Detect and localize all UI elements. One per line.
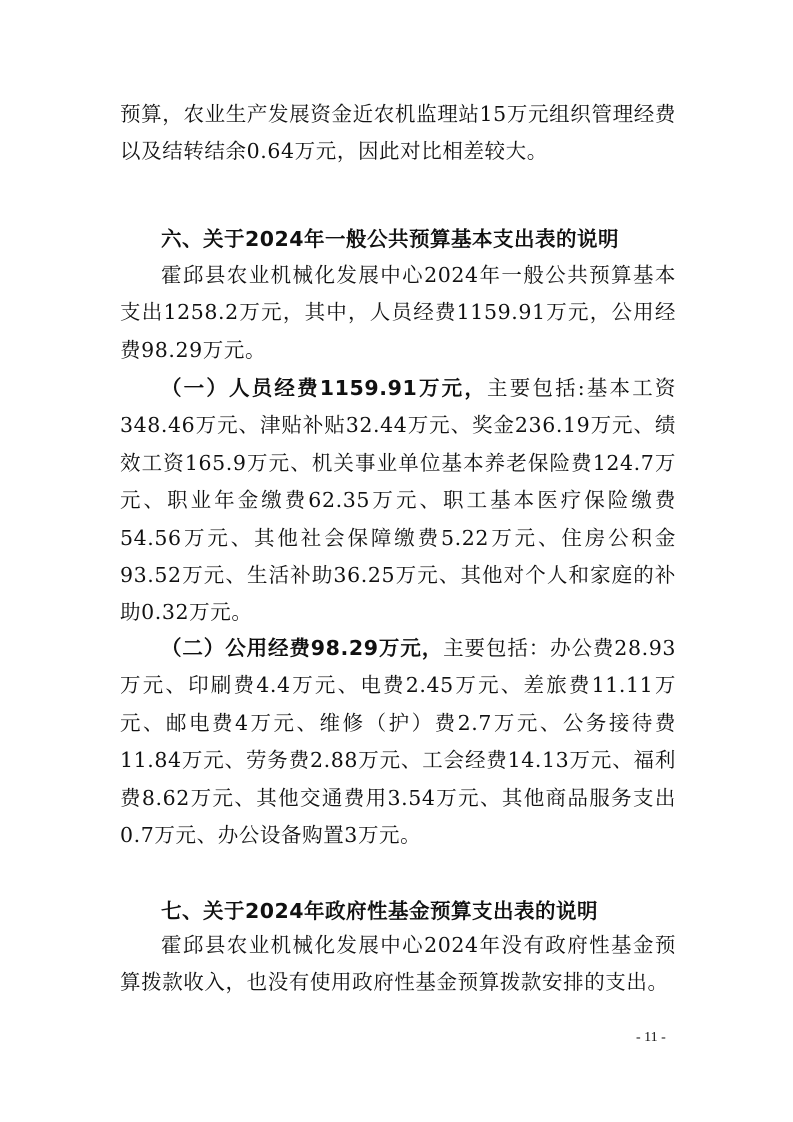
personnel-expenses-label: （一）人员经费1159.91万元，	[161, 376, 488, 400]
public-expenses-text: 主要包括：办公费28.93万元、印刷费4.4万元、电费2.45万元、差旅费11.11万元、邮电费4万元、维修（护）费2.7万元、公务接待费11.84万元、劳务费2.88万元、工会经费14.13万元、福利费8.62万元、其他交通费用3.54万元、其他商品服务支出0.7万元、办公设备购置3万元。	[120, 636, 676, 848]
public-expenses-paragraph	[120, 630, 676, 854]
section-7-heading: 七、关于2024年政府性基金预算支出表的说明	[161, 899, 599, 923]
page-number: - 11 -	[636, 1030, 666, 1045]
section-6-heading: 六、关于2024年一般公共预算基本支出表的说明	[161, 227, 620, 251]
public-expenses-label: （二）公用经费98.29万元，	[161, 636, 444, 660]
intro-paragraph: 预算，农业生产发展资金近农机监理站15万元组织管理经费以及结转结余0.64万元，因此对比相差较大。	[120, 102, 676, 164]
section-7-paragraph: 霍邱县农业机械化发展中心2024年没有政府性基金预算拨款收入，也没有使用政府性基金预算拨款安排的支出。	[120, 933, 676, 995]
personnel-expenses-text: 主要包括:基本工资348.46万元、津贴补贴32.44万元、奖金236.19万元、绩效工资165.9万元、机关事业单位基本养老保险费124.7万元、职业年金缴费62.35万元、职工基本医疗保险缴费54.56万元、其他社会保障缴费5.22万元、住房公积金93.52万元、生活补助36.25万元、其他对个人和家庭的补助0.32万元。	[120, 376, 676, 625]
section-6-summary: 霍邱县农业机械化发展中心2024年一般公共预算基本支出1258.2万元，其中，人员经费1159.91万元，公用经费98.29万元。	[120, 263, 676, 362]
personnel-expenses-paragraph	[120, 370, 676, 632]
